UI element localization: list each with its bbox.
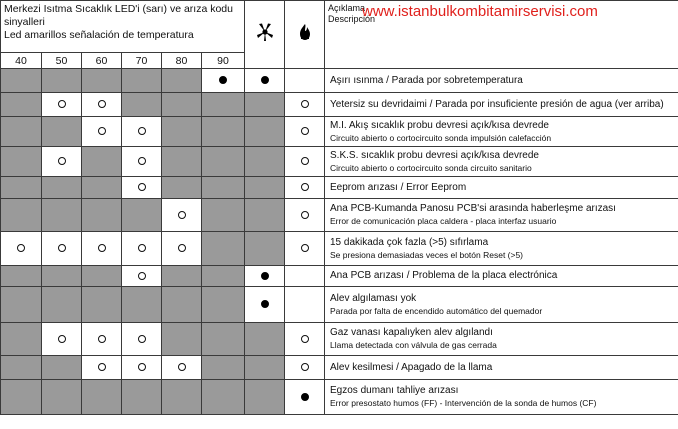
- indicator-cell: [162, 356, 202, 380]
- led-header-cell: [1, 1, 245, 53]
- blinking-led-indicator: [138, 335, 146, 343]
- fault-row: [1, 323, 678, 356]
- indicator-cell: [1, 199, 42, 232]
- indicator-cell: [202, 232, 245, 266]
- blinking-led-indicator: [178, 244, 186, 252]
- indicator-cell: [162, 117, 202, 147]
- indicator-cell: [82, 266, 122, 287]
- indicator-cell: [162, 69, 202, 93]
- fault-description: [325, 287, 678, 323]
- steady-led-indicator: [261, 76, 269, 84]
- indicator-cell: [122, 266, 162, 287]
- indicator-cell: [82, 199, 122, 232]
- indicator-cell: [82, 69, 122, 93]
- indicator-cell: [202, 199, 245, 232]
- fault-row: [1, 93, 678, 117]
- fault-description: [325, 266, 678, 287]
- indicator-cell: [82, 380, 122, 415]
- fault-row: [1, 147, 678, 177]
- indicator-cell: [1, 69, 42, 93]
- steady-led-indicator: [219, 76, 227, 84]
- indicator-cell: [42, 266, 82, 287]
- led-header-title-es: Led amarillos señalación de temperatura: [4, 29, 194, 41]
- fault-description-tr: Ana PCB-Kumanda Panosu PCB'si arasında haberleşme arızası: [330, 203, 616, 214]
- blinking-led-indicator: [58, 157, 66, 165]
- blinking-led-indicator: [138, 127, 146, 135]
- indicator-cell: [162, 147, 202, 177]
- fault-description-tr: 15 dakikada çok fazla (>5) sıfırlama: [330, 236, 489, 248]
- blinking-led-indicator: [301, 211, 309, 219]
- fault-description-tr: Ana PCB arızası / Problema de la placa electrónica: [330, 270, 558, 281]
- blinking-led-indicator: [301, 100, 309, 108]
- blinking-led-indicator: [98, 335, 106, 343]
- fault-row: [1, 356, 678, 380]
- indicator-cell: [42, 323, 82, 356]
- indicator-cell: [122, 323, 162, 356]
- blinking-led-indicator: [301, 244, 309, 252]
- fault-description: [325, 117, 678, 147]
- indicator-cell: [122, 356, 162, 380]
- steady-led-indicator: [261, 272, 269, 280]
- indicator-cell: [285, 199, 325, 232]
- fault-description: [325, 199, 678, 232]
- blinking-led-indicator: [58, 335, 66, 343]
- indicator-cell: [285, 177, 325, 199]
- indicator-cell: [1, 177, 42, 199]
- blinking-led-indicator: [58, 100, 66, 108]
- indicator-cell: [122, 380, 162, 415]
- indicator-cell: [285, 117, 325, 147]
- indicator-cell: [162, 287, 202, 323]
- indicator-cell: [285, 323, 325, 356]
- blinking-led-indicator: [58, 244, 66, 252]
- indicator-cell: [82, 232, 122, 266]
- led-header-title-tr: Merkezi Isıtma Sıcaklık LED'i (sarı) ve arıza kodu sinyalleri: [4, 3, 233, 28]
- indicator-cell: [122, 177, 162, 199]
- indicator-cell: [202, 177, 245, 199]
- fault-description-es: Circuito abierto o cortocircuito sonda impulsión calefacción: [330, 132, 552, 143]
- temp-50: 50: [42, 53, 82, 69]
- temp-80: 80: [162, 53, 202, 69]
- blinking-led-indicator: [138, 272, 146, 280]
- indicator-cell: [122, 287, 162, 323]
- fault-row: [1, 69, 678, 93]
- indicator-cell: [162, 177, 202, 199]
- indicator-cell: [245, 232, 285, 266]
- blinking-led-indicator: [138, 363, 146, 371]
- indicator-cell: [245, 380, 285, 415]
- indicator-cell: [245, 356, 285, 380]
- blinking-led-indicator: [301, 363, 309, 371]
- indicator-cell: [162, 266, 202, 287]
- blinking-led-indicator: [17, 244, 25, 252]
- indicator-cell: [245, 287, 285, 323]
- indicator-cell: [122, 199, 162, 232]
- indicator-cell: [162, 323, 202, 356]
- indicator-cell: [42, 356, 82, 380]
- fault-description: [325, 232, 678, 266]
- indicator-cell: [245, 93, 285, 117]
- fan-icon: [254, 21, 276, 43]
- indicator-cell: [285, 69, 325, 93]
- indicator-cell: [285, 287, 325, 323]
- flame-icon: [298, 23, 312, 41]
- temp-70: 70: [122, 53, 162, 69]
- blinking-led-indicator: [98, 363, 106, 371]
- indicator-cell: [122, 232, 162, 266]
- fault-description-es: Llama detectada con válvula de gas cerrada: [330, 340, 497, 350]
- indicator-cell: [202, 323, 245, 356]
- temp-60: 60: [82, 53, 122, 69]
- fault-description-tr: Yetersiz su devridaimi / Parada por insuficiente presión de agua (ver arriba): [330, 98, 664, 110]
- indicator-cell: [202, 380, 245, 415]
- temp-40: 40: [1, 53, 42, 69]
- blinking-led-indicator: [301, 183, 309, 191]
- description-header-es: Descripción: [328, 14, 376, 24]
- indicator-cell: [202, 287, 245, 323]
- blinking-led-indicator: [178, 211, 186, 219]
- fault-description: [325, 323, 678, 356]
- steady-led-indicator: [261, 300, 269, 308]
- fault-row: [1, 380, 678, 415]
- indicator-cell: [42, 287, 82, 323]
- indicator-cell: [245, 69, 285, 93]
- indicator-cell: [82, 117, 122, 147]
- indicator-cell: [202, 147, 245, 177]
- indicator-cell: [42, 380, 82, 415]
- indicator-cell: [42, 117, 82, 147]
- indicator-cell: [1, 147, 42, 177]
- indicator-cell: [42, 199, 82, 232]
- fault-description-tr: Egzos dumanı tahliye arızası: [330, 385, 459, 396]
- indicator-cell: [82, 323, 122, 356]
- fault-description-tr: Alev algılaması yok: [330, 292, 417, 304]
- indicator-cell: [42, 177, 82, 199]
- indicator-cell: [285, 266, 325, 287]
- fault-row: [1, 117, 678, 147]
- indicator-cell: [285, 147, 325, 177]
- fault-row: [1, 199, 678, 232]
- fault-description-es: Parada por falta de encendido automático del quemador: [330, 305, 543, 316]
- flame-header-cell: [285, 1, 325, 69]
- fault-description: [325, 93, 678, 117]
- indicator-cell: [285, 356, 325, 380]
- indicator-cell: [202, 69, 245, 93]
- blinking-led-indicator: [301, 157, 309, 165]
- fault-description: [325, 177, 678, 199]
- indicator-cell: [42, 93, 82, 117]
- indicator-cell: [245, 323, 285, 356]
- indicator-cell: [245, 177, 285, 199]
- fault-row: [1, 232, 678, 266]
- indicator-cell: [42, 147, 82, 177]
- indicator-cell: [82, 177, 122, 199]
- blinking-led-indicator: [301, 127, 309, 135]
- blinking-led-indicator: [301, 335, 309, 343]
- indicator-cell: [162, 232, 202, 266]
- blinking-led-indicator: [178, 363, 186, 371]
- blinking-led-indicator: [98, 100, 106, 108]
- indicator-cell: [202, 266, 245, 287]
- indicator-cell: [1, 323, 42, 356]
- fault-description: [325, 147, 678, 177]
- fault-description-es: Circuito abierto o cortocircuito sonda circuito sanitario: [330, 162, 532, 173]
- indicator-cell: [162, 199, 202, 232]
- indicator-cell: [245, 199, 285, 232]
- indicator-cell: [82, 147, 122, 177]
- fault-description-tr: Alev kesilmesi / Apagado de la llama: [330, 361, 493, 373]
- indicator-cell: [122, 147, 162, 177]
- fault-description: [325, 356, 678, 380]
- indicator-cell: [82, 356, 122, 380]
- blinking-led-indicator: [138, 157, 146, 165]
- fault-row: [1, 266, 678, 287]
- fault-description-tr: S.K.S. sıcaklık probu devresi açık/kısa devrede: [330, 149, 539, 161]
- fault-description: [325, 380, 678, 415]
- blinking-led-indicator: [98, 244, 106, 252]
- indicator-cell: [1, 232, 42, 266]
- fault-description-tr: Aşırı ısınma / Parada por sobretemperatura: [330, 74, 523, 86]
- indicator-cell: [1, 287, 42, 323]
- website-link[interactable]: www.istanbulkombitamirservisi.com: [362, 3, 598, 20]
- fan-header-cell: [245, 1, 285, 69]
- indicator-cell: [1, 266, 42, 287]
- indicator-cell: [42, 69, 82, 93]
- steady-led-indicator: [301, 393, 309, 401]
- indicator-cell: [122, 117, 162, 147]
- fault-description-tr: Gaz vanası kapalıyken alev algılandı: [330, 327, 493, 338]
- indicator-cell: [245, 266, 285, 287]
- indicator-cell: [202, 356, 245, 380]
- fault-description: [325, 69, 678, 93]
- indicator-cell: [162, 380, 202, 415]
- indicator-cell: [285, 93, 325, 117]
- indicator-cell: [82, 93, 122, 117]
- fault-row: [1, 177, 678, 199]
- temp-90: 90: [202, 53, 245, 69]
- indicator-cell: [285, 380, 325, 415]
- indicator-cell: [202, 93, 245, 117]
- fault-description-tr: M.I. Akış sıcaklık probu devresi açık/kısa devrede: [330, 119, 549, 131]
- fault-description-es: Error presostato humos (FF) - Intervención de la sonda de humos (CF): [330, 398, 597, 408]
- indicator-cell: [245, 117, 285, 147]
- indicator-cell: [122, 93, 162, 117]
- fault-description-tr: Eeprom arızası / Error Eeprom: [330, 181, 467, 193]
- indicator-cell: [42, 232, 82, 266]
- indicator-cell: [122, 69, 162, 93]
- blinking-led-indicator: [138, 244, 146, 252]
- indicator-cell: [1, 356, 42, 380]
- indicator-cell: [1, 93, 42, 117]
- blinking-led-indicator: [138, 183, 146, 191]
- indicator-cell: [162, 93, 202, 117]
- indicator-cell: [202, 117, 245, 147]
- indicator-cell: [285, 232, 325, 266]
- indicator-cell: [1, 117, 42, 147]
- fault-description-es: Se presiona demasiadas veces el botón Reset (>5): [330, 249, 524, 260]
- fault-description-es: Error de comunicación placa caldera - placa interfaz usuario: [330, 216, 557, 226]
- description-header-tr: Açıklama: [328, 3, 366, 13]
- fault-row: [1, 287, 678, 323]
- indicator-cell: [1, 380, 42, 415]
- indicator-cell: [245, 147, 285, 177]
- indicator-cell: [82, 287, 122, 323]
- blinking-led-indicator: [98, 127, 106, 135]
